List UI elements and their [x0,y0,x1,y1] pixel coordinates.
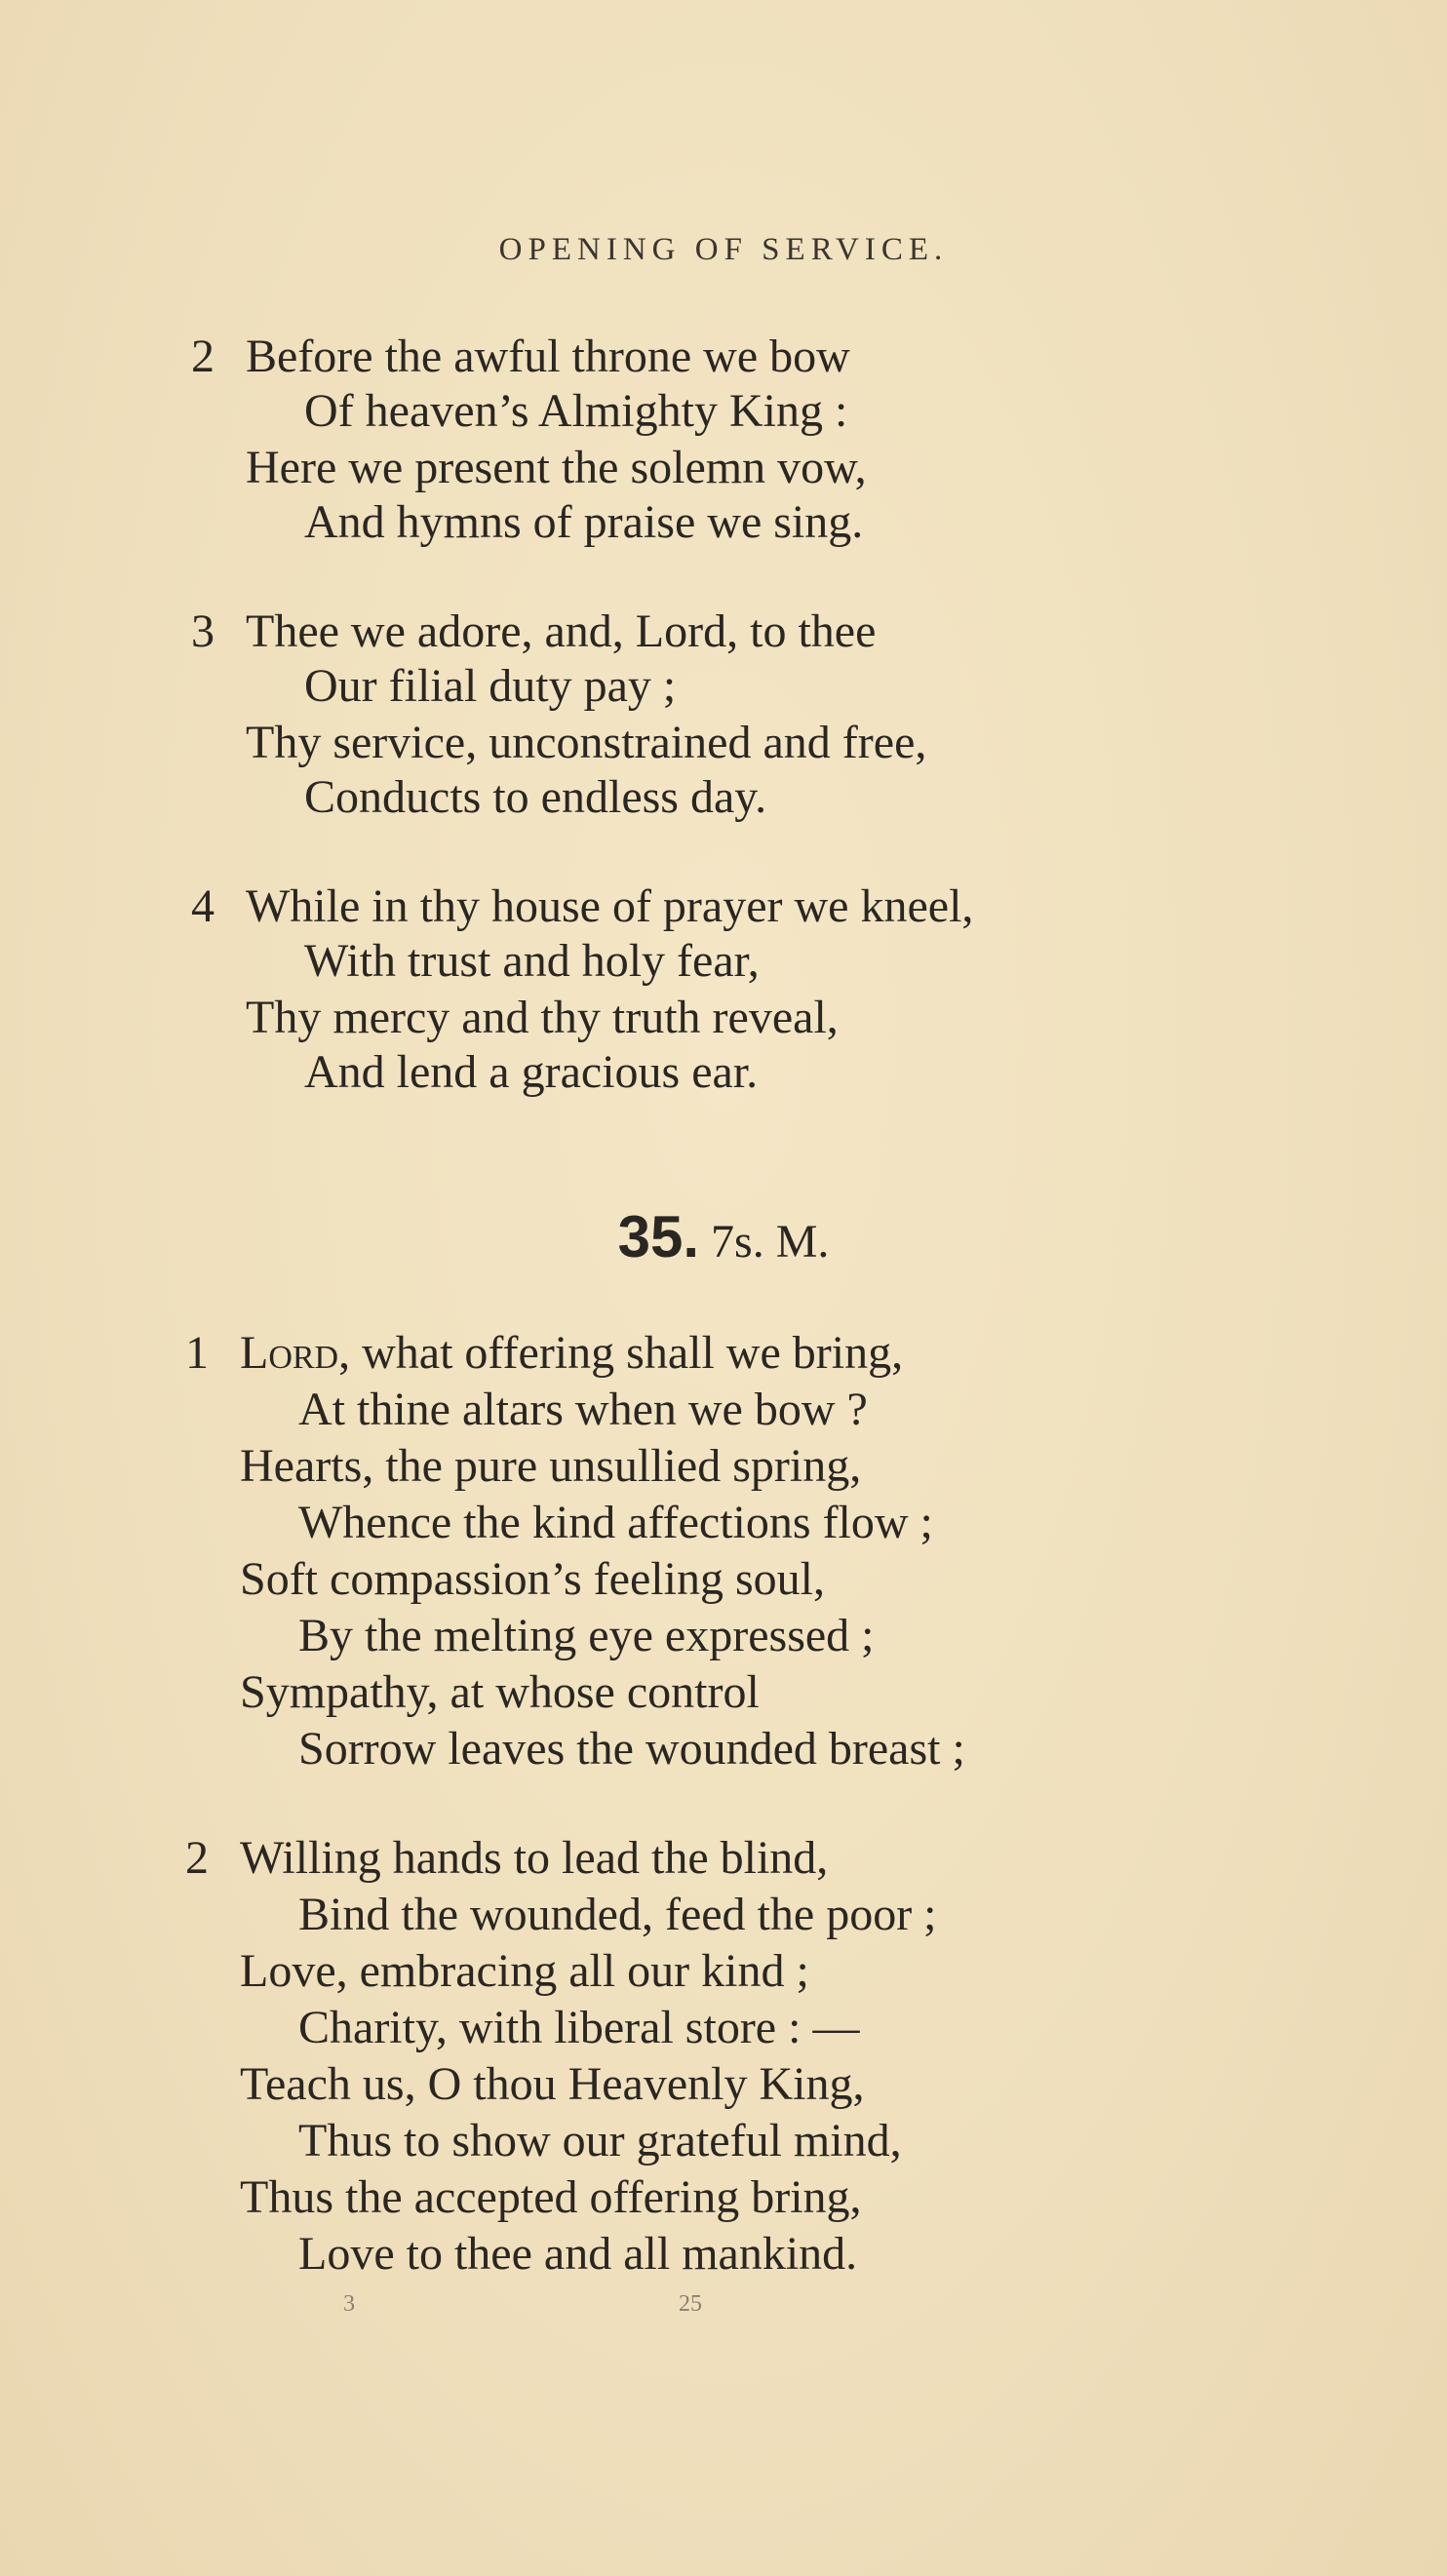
signature-page-mark: 25 [679,2291,702,2317]
verse-line: Thus the accepted offering bring, [240,2171,862,2223]
verse-line: And hymns of praise we sing. [304,496,864,548]
verse-line: Hearts, the pure unsullied spring, [240,1440,862,1492]
hymn-meter: 7s. M. [711,1216,830,1268]
verse-line: Love to thee and all mankind. [298,2228,858,2280]
verse-line: Thy service, unconstrained and free, [246,717,927,768]
hymn-heading [0,1203,1447,1276]
verse-line: Before the awful throne we bow [246,331,850,382]
verse-line: Of heaven’s Almighty King : [304,385,848,437]
verse-line: Sympathy, at whose control [240,1666,760,1718]
verse-line: By the melting eye expressed ; [298,1610,875,1661]
verse-line: Thee we adore, and, Lord, to thee [246,605,877,657]
verse-line: Love, embracing all our kind ; [240,1945,809,1997]
verse-line: Charity, with liberal store : — [298,2002,860,2053]
verse-line: While in thy house of prayer we kneel, [246,880,974,932]
running-head: OPENING OF SERVICE. [498,232,949,267]
hymn-number: 35. [617,1204,700,1269]
verse-line: At thine altars when we bow ? [298,1384,868,1435]
signature-mark: 3 [343,2291,355,2317]
verse-line: Here we present the solemn vow, [246,442,867,493]
verse-line: With trust and holy fear, [304,935,760,987]
verse-line: Thus to show our grateful mind, [298,2115,902,2166]
stanza-number: 2 [191,331,215,382]
verse-line: Willing hands to lead the blind, [240,1832,829,1884]
verse-line: Soft compassion’s feeling soul, [240,1553,825,1605]
verse-line: Bind the wounded, feed the poor ; [298,1889,937,1940]
verse-line: Teach us, O thou Heavenly King, [240,2058,865,2110]
verse-line: Conducts to endless day. [304,771,767,823]
verse-line: Thy mercy and thy truth reveal, [246,992,839,1043]
first-word: Lord [240,1327,339,1379]
verse-line [240,1326,903,1381]
verse-line: Our filial duty pay ; [304,660,677,712]
stanza-number: 1 [185,1327,209,1379]
stanza-number: 2 [185,1832,209,1884]
stanza-number: 4 [191,880,215,932]
verse-line: Whence the kind affections flow ; [298,1497,933,1548]
line-rest: , what offering shall we bring, [338,1327,904,1379]
stanza-number: 3 [191,605,215,657]
verse-line: Sorrow leaves the wounded breast ; [298,1723,965,1775]
verse-line: And lend a gracious ear. [304,1046,759,1098]
